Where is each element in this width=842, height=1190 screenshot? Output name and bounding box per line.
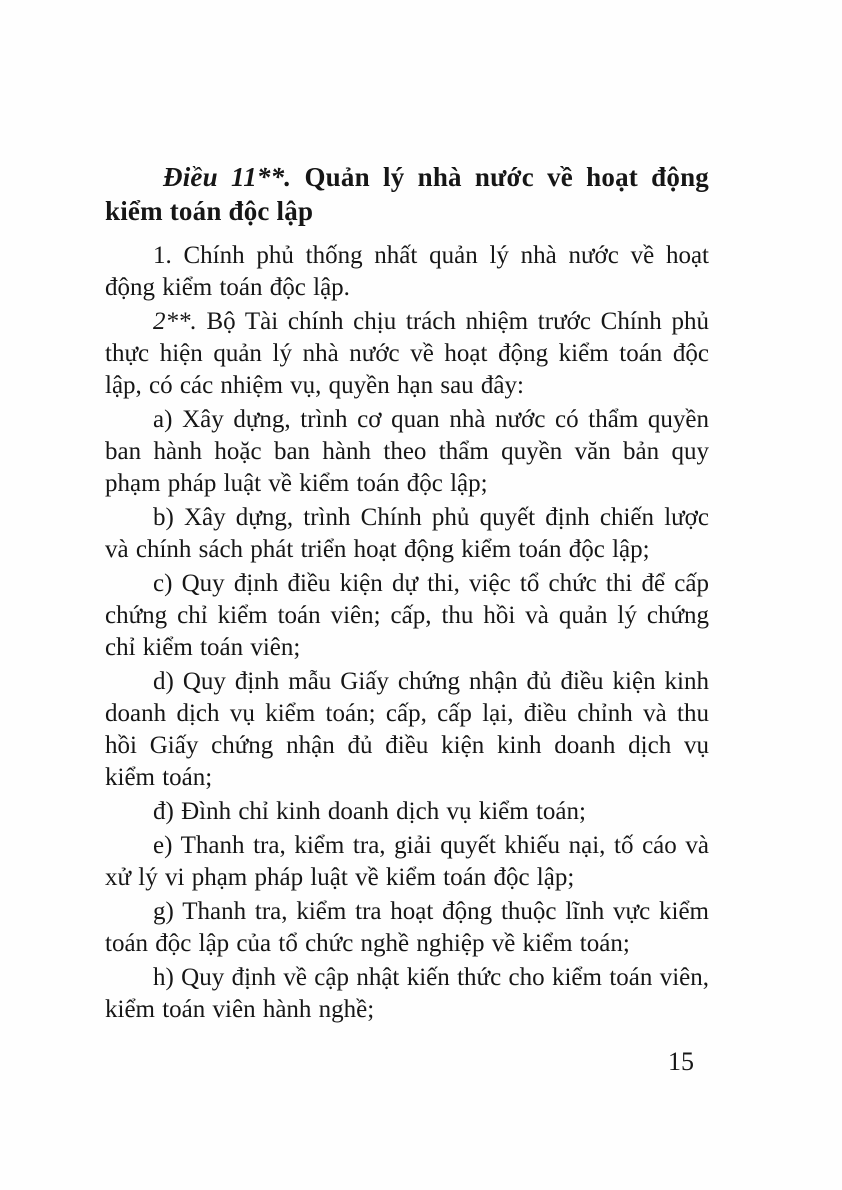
- paragraph-text: Thanh tra, kiểm tra, giải quyết khiếu nại, tố cáo và xử lý vi phạm pháp luật về kiểm toán độc lập;: [105, 832, 709, 891]
- paragraph: [105, 796, 709, 828]
- article-title: Quản lý nhà nước về hoạt động kiểm toán độc lập: [105, 162, 710, 226]
- paragraph-marker: h): [153, 964, 174, 991]
- paragraph-list: [105, 240, 709, 1026]
- paragraph-text: Chính phủ thống nhất quản lý nhà nước về hoạt động kiểm toán độc lập.: [105, 242, 709, 301]
- paragraph: [105, 568, 709, 664]
- paragraph: [105, 896, 709, 960]
- paragraph-text: Xây dựng, trình cơ quan nhà nước có thẩm quyền ban hành hoặc ban hành theo thẩm quyền văn bản quy phạm pháp luật về kiểm toán độc lập;: [105, 406, 709, 497]
- article-number: Điều 11**.: [163, 162, 292, 192]
- paragraph-marker: c): [153, 570, 173, 597]
- article-heading: [105, 160, 709, 228]
- paragraph-marker: đ): [153, 798, 174, 825]
- paragraph-marker: d): [153, 668, 174, 695]
- paragraph-text: Bộ Tài chính chịu trách nhiệm trước Chính phủ thực hiện quản lý nhà nước về hoạt động kiểm toán độc lập, có các nhiệm vụ, quyền hạn sau đây:: [105, 308, 709, 399]
- paragraph-marker: g): [153, 898, 174, 925]
- article-body: [105, 160, 709, 1028]
- paragraph: [105, 240, 709, 304]
- paragraph-marker: a): [153, 406, 173, 433]
- paragraph-text: Thanh tra, kiểm tra hoạt động thuộc lĩnh vực kiểm toán độc lập của tổ chức nghề nghiệp về kiểm toán;: [105, 898, 709, 957]
- paragraph: [105, 962, 709, 1026]
- paragraph: [105, 404, 709, 500]
- paragraph-marker: 2**.: [153, 308, 197, 335]
- paragraph-text: Quy định mẫu Giấy chứng nhận đủ điều kiện kinh doanh dịch vụ kiểm toán; cấp, cấp lại, điều chỉnh và thu hồi Giấy chứng nhận đủ điều kiện kinh doanh dịch vụ kiểm toán;: [105, 668, 709, 791]
- paragraph-text: Đình chỉ kinh doanh dịch vụ kiểm toán;: [181, 798, 586, 825]
- paragraph-marker: e): [153, 832, 173, 859]
- paragraph: [105, 502, 709, 566]
- paragraph-marker: b): [153, 504, 174, 531]
- paragraph: [105, 306, 709, 402]
- paragraph-text: Xây dựng, trình Chính phủ quyết định chiến lược và chính sách phát triển hoạt động kiểm toán độc lập;: [105, 504, 710, 563]
- paragraph-marker: 1.: [153, 242, 172, 269]
- paragraph-text: Quy định về cập nhật kiến thức cho kiểm toán viên, kiểm toán viên hành nghề;: [105, 964, 709, 1023]
- paragraph: [105, 666, 709, 794]
- paragraph: [105, 830, 709, 894]
- page-number: 15: [668, 1047, 694, 1076]
- paragraph-text: Quy định điều kiện dự thi, việc tổ chức thi để cấp chứng chỉ kiểm toán viên; cấp, thu hồi và quản lý chứng chỉ kiểm toán viên;: [105, 570, 709, 661]
